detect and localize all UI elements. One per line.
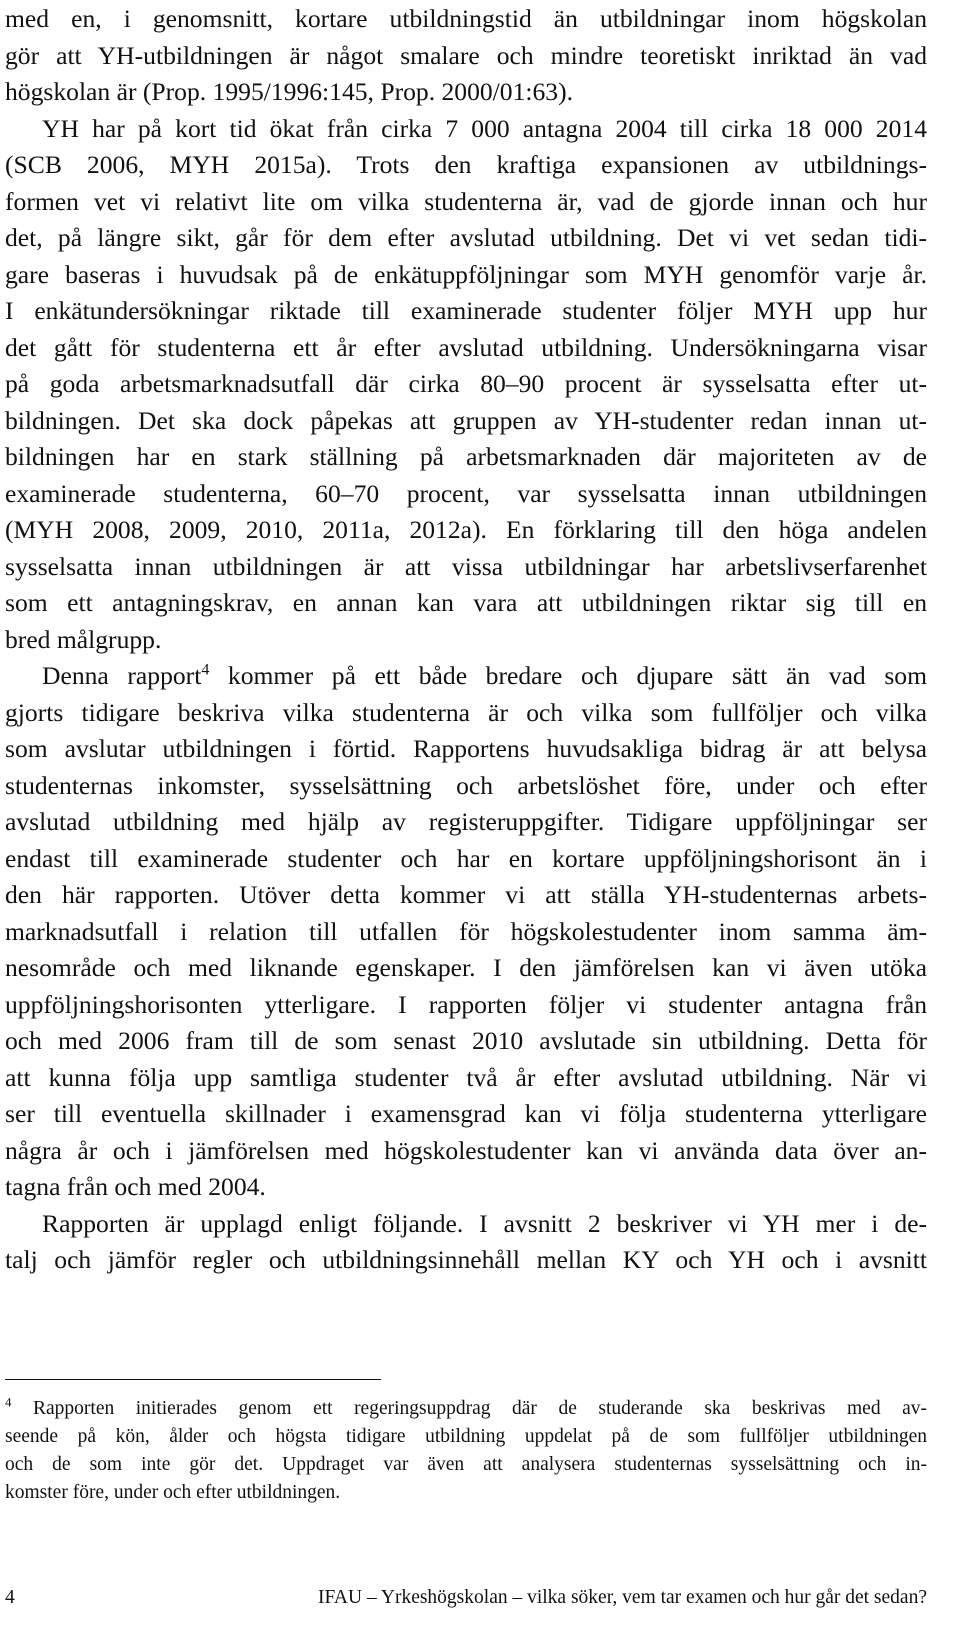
body-line: högskolan är (Prop. 1995/1996:145, Prop. 2000/01:63). — [5, 77, 574, 106]
footnote-line: seende på kön, ålder och högsta tidigare utbildning uppdelat på de som fullföljer utbildningen — [5, 1426, 927, 1447]
page-number: 4 — [5, 1587, 15, 1608]
body-line: uppföljningshorisonten ytterligare. I rapporten följer vi studenter antagna från — [5, 990, 927, 1019]
footnote-marker: 4 — [5, 1394, 12, 1410]
body-line: marknadsutfall i relation till utfallen för högskolestudenter inom samma äm- — [5, 917, 927, 946]
footnote-line: och de som inte gör det. Uppdraget var även att analysera studenternas sysselsättning och in- — [5, 1454, 927, 1475]
footnote-text-start: Rapporten initierades genom ett regeringsuppdrag där de studerande ska beskrivas med av- — [11, 1398, 927, 1419]
body-line: sysselsatta innan utbildningen är att vissa utbildningar har arbetslivserfarenhet — [5, 552, 927, 581]
body-line: det gått för studenterna ett år efter avslutad utbildning. Undersökningarna visar — [5, 333, 927, 362]
body-line: som avslutar utbildningen i förtid. Rapportens huvudsakliga bidrag är att belysa — [5, 734, 927, 763]
running-title: IFAU – Yrkeshögskolan – vilka söker, vem tar examen och hur går det sedan? — [318, 1587, 927, 1608]
body-line: som ett antagningskrav, en annan kan vara att utbildningen riktar sig till en — [5, 588, 927, 617]
body-line: bildningen har en stark ställning på arbetsmarknaden där majoriteten av de — [5, 442, 927, 471]
body-line: formen vet vi relativt lite om vilka studenterna är, vad de gjorde innan och hur — [5, 187, 927, 216]
body-line: endast till examinerade studenter och har en kortare uppföljningshorisont än i — [5, 844, 927, 873]
body-line: att kunna följa upp samtliga studenter två år efter avslutad utbildning. När vi — [5, 1063, 927, 1092]
page-footer — [5, 1583, 927, 1613]
body-line: talj och jämför regler och utbildningsinnehåll mellan KY och YH och i avsnitt — [5, 1245, 927, 1274]
body-line: den här rapporten. Utöver detta kommer vi att ställa YH-studenternas arbets- — [5, 880, 927, 909]
body-line: bildningen. Det ska dock påpekas att gruppen av YH-studenter redan innan ut- — [5, 406, 927, 435]
body-line: YH har på kort tid ökat från cirka 7 000 antagna 2004 till cirka 18 000 2014 — [42, 114, 927, 143]
body-line: Rapporten är upplagd enligt följande. I avsnitt 2 beskriver vi YH mer i de- — [42, 1209, 927, 1238]
footnote-line — [5, 1395, 927, 1423]
body-line: ser till eventuella skillnader i examensgrad kan vi följa studenterna ytterligare — [5, 1099, 927, 1128]
body-line: gjorts tidigare beskriva vilka studenterna är och vilka som fullföljer och vilka — [5, 698, 927, 727]
body-line: nesområde och med liknande egenskaper. I den jämförelsen kan vi även utöka — [5, 953, 927, 982]
body-line: studenternas inkomster, sysselsättning och arbetslöshet före, under och efter — [5, 771, 927, 800]
body-line: gare baseras i huvudsak på de enkätuppföljningar som MYH genomför varje år. — [5, 260, 927, 289]
body-line: tagna från och med 2004. — [5, 1172, 266, 1201]
body-line-start: Denna rapport — [42, 661, 202, 690]
body-line: examinerade studenterna, 60–70 procent, var sysselsatta innan utbildningen — [5, 479, 927, 508]
body-line: I enkätundersökningar riktade till examinerade studenter följer MYH upp hur — [5, 296, 927, 325]
body-line: avslutad utbildning med hjälp av registeruppgifter. Tidigare uppföljningar ser — [5, 807, 927, 836]
body-line: (SCB 2006, MYH 2015a). Trots den kraftiga expansionen av utbildnings- — [5, 150, 927, 179]
body-line: gör att YH-utbildningen är något smalare och mindre teoretiskt inriktad än vad — [5, 41, 927, 70]
body-line-end: kommer på ett både bredare och djupare sätt än vad som — [209, 661, 927, 690]
footnote-line: komster före, under och efter utbildningen. — [5, 1482, 341, 1503]
body-line: det, på längre sikt, går för dem efter avslutad utbildning. Det vi vet sedan tidi- — [5, 223, 927, 252]
footnote-reference: 4 — [201, 661, 210, 679]
body-line: på goda arbetsmarknadsutfall där cirka 80–90 procent är sysselsatta efter ut- — [5, 369, 927, 398]
body-line: och med 2006 fram till de som senast 2010 avslutade sin utbildning. Detta för — [5, 1026, 927, 1055]
body-line-with-footnote-ref — [42, 657, 927, 695]
body-line: (MYH 2008, 2009, 2010, 2011a, 2012a). En förklaring till den höga andelen — [5, 515, 927, 544]
body-line: några år och i jämförelsen med högskolestudenter kan vi använda data över an- — [5, 1136, 927, 1165]
footnote-divider — [5, 1379, 381, 1380]
body-line: med en, i genomsnitt, kortare utbildningstid än utbildningar inom högskolan — [5, 4, 927, 33]
body-line: bred målgrupp. — [5, 625, 162, 654]
